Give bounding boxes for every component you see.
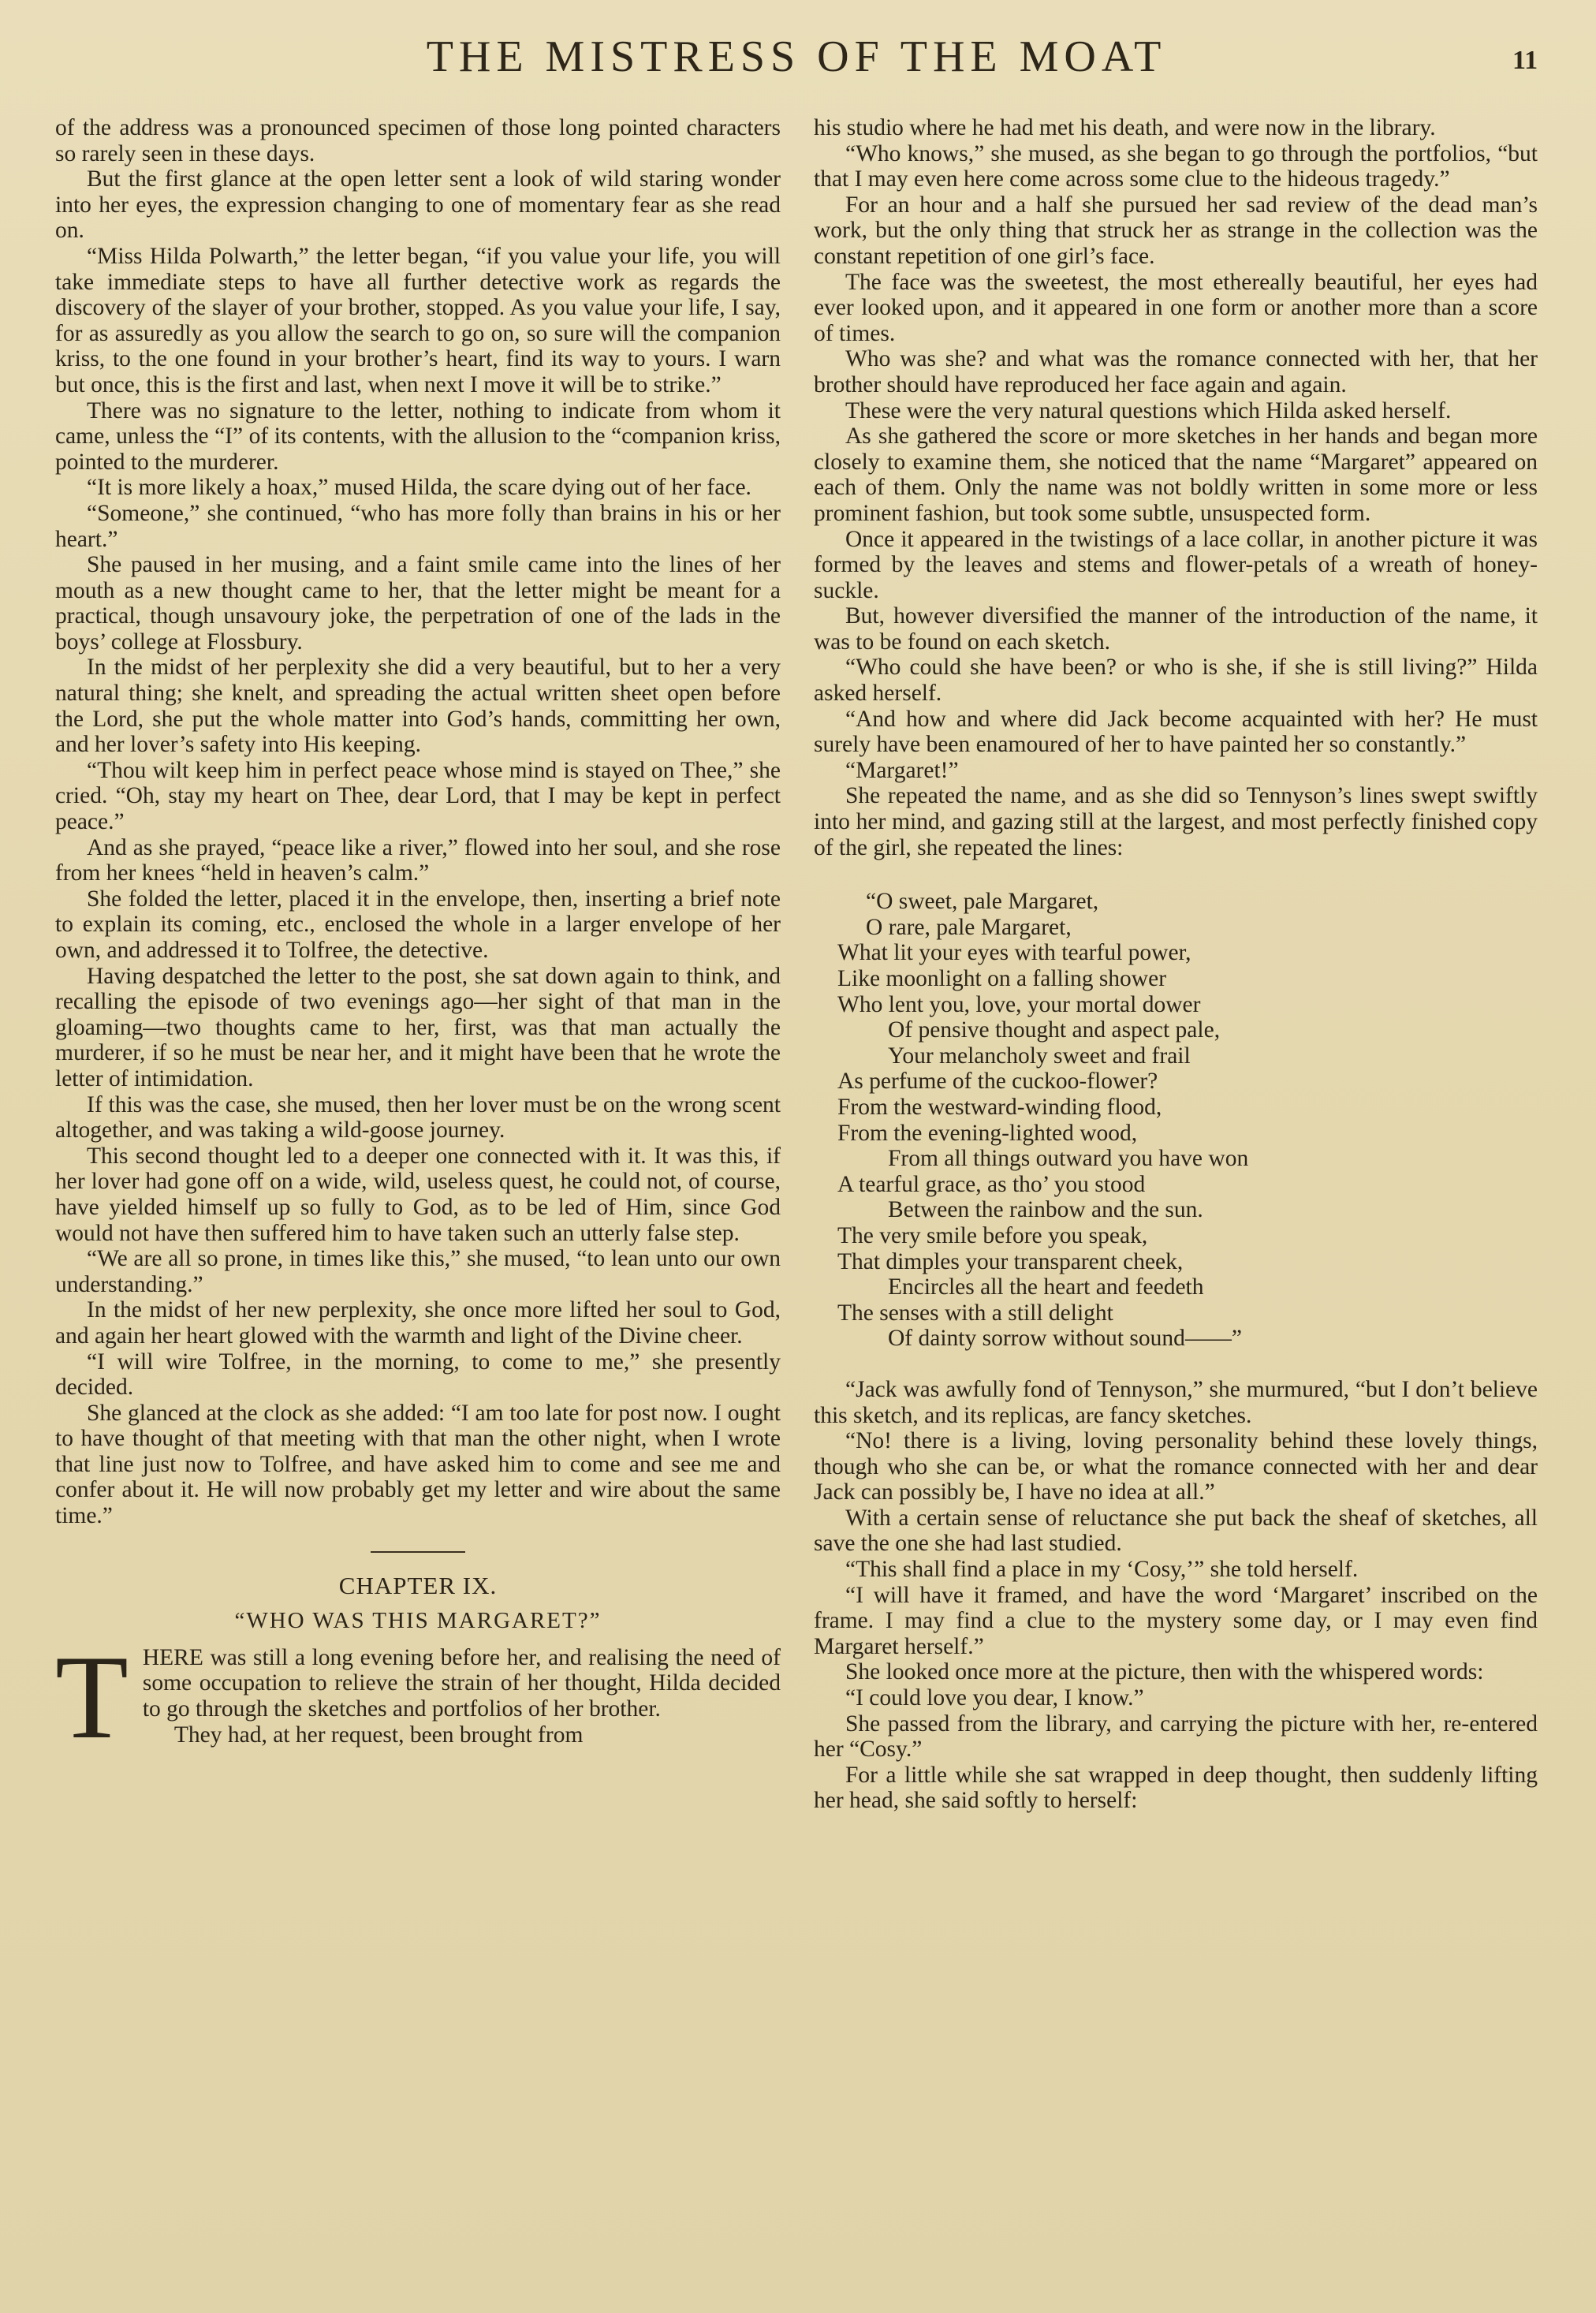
poem-line: Between the rainbow and the sun. [888,1197,1203,1223]
poem-line: The senses with a still delight [837,1300,1113,1326]
paragraph: For an hour and a half she pursued her sad review of the dead man’s work, but the only thing that struck her as strange in the collection was the constant repetition of one girl’s face. [814,192,1538,269]
poem-line: From the evening-lighted wood, [837,1120,1138,1146]
poem-line: That dimples your transparent cheek, [837,1248,1184,1274]
paragraph: If this was the case, she mused, then her lover must be on the wrong scent altogether, and was taking a wild-goose journey. [55,1091,781,1143]
paragraph: “Someone,” she continued, “who has more folly than brains in his or her heart.” [55,500,781,552]
poem-line: Encircles all the heart and feedeth [888,1274,1204,1300]
paragraph: She looked once more at the picture, then with the whispered words: [845,1659,1484,1685]
paragraph: She passed from the library, and carrying the picture with her, re-entered her “Cosy.” [814,1711,1538,1763]
opening-text: HERE was still a long evening before her, and realising the need of some occupation to relieve the strain of her thought, Hilda decided to go through the sketches and portfolios of her brother. [142,1644,781,1722]
paragraph: The face was the sweetest, the most ethereally beautiful, her eyes had ever looked upon, and it appeared in one form or another more than a score of times. [814,269,1538,346]
poem-line: From all things outward you have won [888,1146,1249,1172]
running-head-title: THE MISTRESS OF THE MOAT [426,32,1167,81]
paragraph: With a certain sense of reluctance she put back the sheaf of sketches, all save the one she had last studied. [814,1505,1538,1557]
poem-line: Who lent you, love, your mortal dower [837,991,1201,1017]
paragraph: “This shall find a place in my ‘Cosy,’” she told herself. [845,1557,1359,1583]
paragraph: As she gathered the score or more sketches in her hands and began more closely to examine them, she noticed that the name “Margaret” appeared on each of them. Only the name was not boldly written in some more or less prominent fashion, but took some subtle, unsuspected form. [814,423,1538,526]
paragraph: “I will wire Tolfree, in the morning, to come to me,” she presently decided. [55,1349,781,1401]
section-divider [371,1551,465,1553]
paragraph: “And how and where did Jack become acquainted with her? He must surely have been enamoured of her to have painted her so constantly.” [814,706,1538,758]
paragraph: “We are all so prone, in times like this,” she mused, “to lean unto our own understanding.” [55,1246,781,1297]
poem-line: Like moonlight on a falling shower [837,966,1167,991]
paragraph: She glanced at the clock as she added: “I am too late for post now. I ought to have thought of that meeting with that man the other night, when I wrote that line just now to Tolfree, and have asked him to come and see me and confer about it. He will now probably get my letter and wire about the same time.” [55,1400,781,1529]
poem-line: As perfume of the cuckoo-flower? [837,1069,1158,1095]
paragraph: She folded the letter, placed it in the envelope, then, inserting a brief note to explain its coming, etc., enclosed the whole in a larger envelope of her own, and addressed it to Tolfree, the detective. [55,886,781,963]
poem-line: “O sweet, pale Margaret, [866,889,1099,915]
drop-cap: T [55,1630,129,1763]
paragraph: These were the very natural questions which Hilda asked herself. [845,397,1452,423]
chapter-number: CHAPTER IX. [338,1571,498,1599]
poem-line: Your melancholy sweet and frail [888,1043,1191,1069]
paragraph: “I will have it framed, and have the word ‘Margaret’ inscribed on the frame. I may find a clue to the mystery some day, or I may even find Margaret herself.” [814,1582,1538,1659]
paragraph: This second thought led to a deeper one connected with it. It was this, if her lover had gone off on a wide, wild, useless quest, he could not, of course, have yielded himself up so fully to God, as to be led of Him, since God would not have then suffered him to have taken such an utterly false step. [55,1143,781,1246]
poem-line: Of dainty sorrow without sound——” [888,1326,1243,1352]
paragraph: She paused in her musing, and a faint smile came into the lines of her mouth as a new thought came to her, that the letter might be meant for a practical, though unsavoury joke, the perpetration of one of the lads in the boys’ college at Flossbury. [55,552,781,655]
poem-line: Of pensive thought and aspect pale, [888,1017,1221,1043]
poem-line: What lit your eyes with tearful power, [837,940,1191,966]
paragraph: “I could love you dear, I know.” [845,1685,1144,1711]
paragraph: “Jack was awfully fond of Tennyson,” she murmured, “but I don’t believe this sketch, and its replicas, are fancy sketches. [814,1376,1538,1428]
paragraph: of the address was a pronounced specimen of those long pointed characters so rarely seen in these days. [55,115,781,166]
poem-line: From the westward-winding flood, [837,1094,1162,1120]
paragraph: In the midst of her perplexity she did a very beautiful, but to her a very natural thing; she knelt, and spreading the actual written sheet open before the Lord, she put the whole matter into God’s hands, committing her own, and her lover’s safety into His keeping. [55,655,781,758]
paragraph: “It is more likely a hoax,” mused Hilda, the scare dying out of her face. [87,475,751,501]
paragraph: She repeated the name, and as she did so Tennyson’s lines swept swiftly into her mind, and gazing still at the largest, and most perfectly finished copy of the girl, she repeated the lines: [814,783,1538,860]
page-number: 11 [1512,46,1538,75]
paragraph: But, however diversified the manner of the introduction of the name, it was to be found on each sketch. [814,603,1538,655]
paragraph: “Who knows,” she mused, as she began to go through the portfolios, “but that I may even here come across some clue to the hideous tragedy.” [814,140,1538,192]
paragraph: In the midst of her new perplexity, she once more lifted her soul to God, and again her heart glowed with the warmth and light of the Divine cheer. [55,1297,781,1349]
poem-line: The very smile before you speak, [837,1222,1148,1248]
paragraph: There was no signature to the letter, nothing to indicate from whom it came, unless the “I” of its contents, with the allusion to the “companion kriss, pointed to the murderer. [55,397,781,475]
paragraph: Once it appeared in the twistings of a lace collar, in another picture it was formed by the leaves and stems and flower-petals of a wreath of honey-suckle. [814,526,1538,603]
paragraph: “Miss Hilda Polwarth,” the letter began, “if you value your life, you will take immediate steps to have all further detective work as regards the discovery of the slayer of your brother, stopped. As you value your life, I say, for as assuredly as you allow the search to go on, so sure will the companion kriss, to the one found in your brother’s heart, find its way to yours. I warn but once, this is the first and last, when next I move it will be to strike.” [55,243,781,397]
paragraph: But the first glance at the open letter sent a look of wild staring wonder into her eyes, the expression changing to one of momentary fear as she read on. [55,166,781,244]
paragraph: his studio where he had met his death, and were now in the library. [814,115,1436,140]
paragraph: And as she prayed, “peace like a river,” flowed into her soul, and she rose from her knees “held in heaven’s calm.” [55,834,781,886]
paragraph: For a little while she sat wrapped in deep thought, then suddenly lifting her head, she said softly to herself: [814,1762,1538,1814]
paragraph: They had, at her request, been brought from [173,1722,584,1748]
left-column [55,115,781,1763]
paragraph: “Margaret!” [845,757,959,783]
paragraph: “No! there is a living, loving personality behind these lovely things, though who she can be, or what the romance connected with her and dear Jack can possibly be, I have no idea at all.” [814,1428,1538,1505]
right-column [814,115,1538,1814]
poem-line: A tearful grace, as tho’ you stood [837,1171,1146,1197]
poem-quote [814,889,1538,1352]
paragraph: Having despatched the letter to the post, she sat down again to think, and recalling the episode of two evenings ago—her sight of that man in the gloaming—two thoughts came to her, first, was that man actually the murderer, if so he must be near her, and it might have been that he wrote the letter of intimidation. [55,963,781,1091]
poem-line: O rare, pale Margaret, [866,914,1072,940]
chapter-title: “WHO WAS THIS MARGARET?” [234,1608,602,1634]
paragraph: Who was she? and what was the romance connected with her, that her brother should have reproduced her face again and again. [814,346,1538,397]
paragraph: “Who could she have been? or who is she, if she is still living?” Hilda asked herself. [814,655,1538,707]
paragraph: “Thou wilt keep him in perfect peace whose mind is stayed on Thee,” she cried. “Oh, stay my heart on Thee, dear Lord, that I may be kept in perfect peace.” [55,757,781,835]
